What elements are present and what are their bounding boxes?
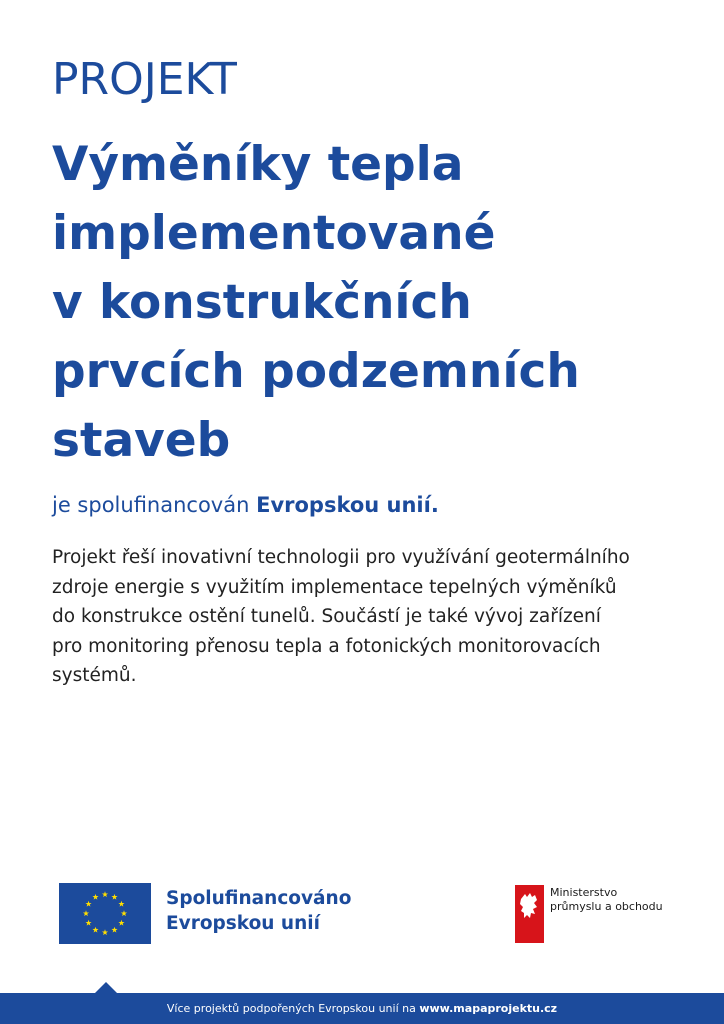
eu-star-icon xyxy=(102,891,108,897)
description-line: zdroje energie s využitím implementace tepelných výměníků xyxy=(52,576,617,598)
ministry-label-line: průmyslu a obchodu xyxy=(550,900,663,913)
eu-star-icon xyxy=(102,929,108,935)
footer-prefix: Více projektů podpořených Evropskou unií na xyxy=(166,1002,420,1015)
eu-star-icon xyxy=(92,894,98,900)
eu-star-icon xyxy=(121,910,127,916)
description-line: systémů. xyxy=(52,665,137,686)
eu-star-icon xyxy=(86,901,92,907)
footer-text xyxy=(0,1002,724,1015)
ministry-lion-emblem-icon xyxy=(515,885,544,943)
footer-notch xyxy=(95,982,117,993)
description-line: Projekt řeší inovativní technologii pro využívání geotermálního xyxy=(52,547,630,568)
project-title-line: v konstrukčních xyxy=(52,275,472,330)
eu-star-icon xyxy=(86,920,92,926)
eu-star-icon xyxy=(118,920,124,926)
project-title-line: prvcích podzemních xyxy=(52,344,580,399)
project-description xyxy=(52,543,692,691)
eu-cofinanced-label xyxy=(166,886,351,936)
eu-label-line: Spolufinancováno xyxy=(166,888,352,909)
project-title-line: implementované xyxy=(52,206,496,261)
ministry-label-line: Ministerstvo xyxy=(550,886,618,899)
cofinancing-statement xyxy=(52,493,439,517)
project-label: PROJEKT xyxy=(52,54,237,105)
eu-star-icon xyxy=(83,910,89,916)
eu-flag-icon xyxy=(59,883,151,944)
eu-label-line: Evropskou unií xyxy=(166,913,320,934)
description-line: do konstrukce ostění tunelů. Součástí je také vývoj zařízení xyxy=(52,606,601,627)
eu-stars xyxy=(59,883,151,944)
project-title-line: Výměníky tepla xyxy=(52,137,464,192)
ministry-label xyxy=(550,886,663,914)
cofinancing-prefix: je spolufinancován xyxy=(52,493,257,517)
project-title-line: staveb xyxy=(52,413,231,468)
project-title xyxy=(52,130,692,475)
eu-star-icon xyxy=(111,894,117,900)
footer-link[interactable]: www.mapaprojektu.cz xyxy=(419,1002,558,1015)
eu-star-icon xyxy=(111,927,117,933)
description-line: pro monitoring přenosu tepla a fotonických monitorovacích xyxy=(52,635,601,657)
cofinancing-emphasis: Evropskou unií. xyxy=(256,493,439,517)
eu-star-icon xyxy=(92,927,98,933)
eu-star-icon xyxy=(118,901,124,907)
